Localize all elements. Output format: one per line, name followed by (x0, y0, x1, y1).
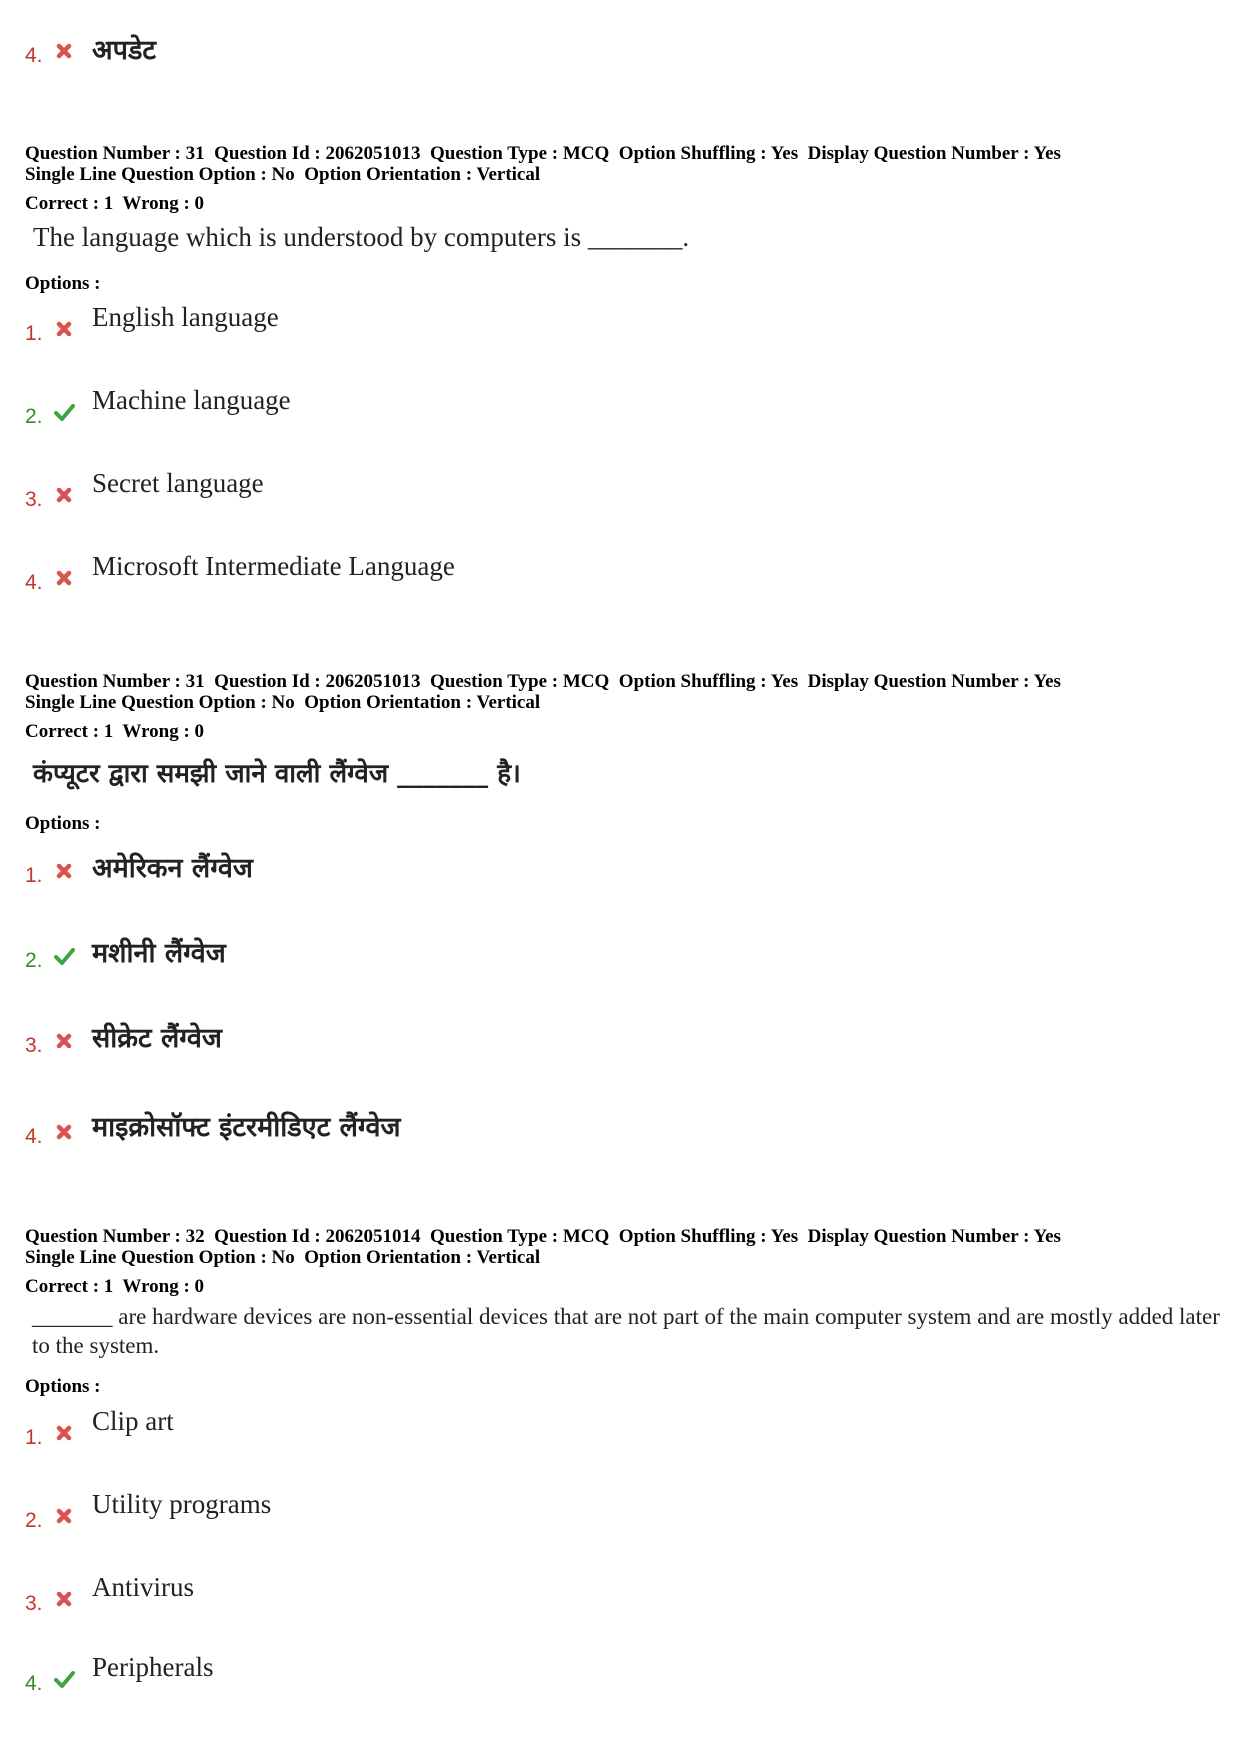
option-text: Clip art (92, 1406, 174, 1436)
option-number: 4. (25, 44, 43, 67)
options-label: Options : (25, 273, 101, 294)
cross-icon (53, 1505, 75, 1527)
cross-icon (53, 1121, 75, 1143)
option-text: Secret language (92, 468, 264, 498)
question-meta-line2: Single Line Question Option : No Option Orientation : Vertical (25, 692, 541, 713)
option-number: 2. (25, 405, 43, 428)
question-marks: Correct : 1 Wrong : 0 (25, 1276, 205, 1297)
option-number: 1. (25, 322, 43, 345)
option-text: Peripherals (92, 1652, 214, 1682)
option-text: Machine language (92, 385, 291, 415)
cross-icon (53, 1588, 75, 1610)
options-label: Options : (25, 813, 101, 834)
question-text: कंप्यूटर द्वारा समझी जाने वाली लैंग्वेज _______ है। (33, 759, 521, 789)
question-marks: Correct : 1 Wrong : 0 (25, 193, 205, 214)
question-meta-line1: Question Number : 32 Question Id : 2062051014 Question Type : MCQ Option Shuffling : Yes Display Question Number : Yes (25, 1226, 1061, 1247)
option-text: अमेरिकन लैंग्वेज (92, 853, 253, 884)
option-text: Antivirus (92, 1572, 195, 1602)
option-number: 3. (25, 1592, 43, 1615)
option-number: 1. (25, 1426, 43, 1449)
option-text: अपडेट (92, 35, 157, 66)
option-text: मशीनी लैंग्वेज (92, 938, 226, 969)
option-text: सीक्रेट लैंग्वेज (92, 1023, 222, 1054)
option-number: 4. (25, 571, 43, 594)
check-icon (53, 1668, 75, 1690)
option-number: 2. (25, 949, 43, 972)
question-meta-line2: Single Line Question Option : No Option Orientation : Vertical (25, 1247, 541, 1268)
options-label: Options : (25, 1376, 101, 1397)
option-number: 4. (25, 1672, 43, 1695)
check-icon (53, 401, 75, 423)
option-text: English language (92, 302, 279, 332)
question-meta-line1: Question Number : 31 Question Id : 2062051013 Question Type : MCQ Option Shuffling : Yes Display Question Number : Yes (25, 671, 1061, 692)
check-icon (53, 945, 75, 967)
cross-icon (53, 318, 75, 340)
option-text: Microsoft Intermediate Language (92, 551, 455, 581)
cross-icon (53, 40, 75, 62)
option-number: 4. (25, 1125, 43, 1148)
option-text: माइक्रोसॉफ्ट इंटरमीडिएट लैंग्वेज (92, 1112, 401, 1143)
question-marks: Correct : 1 Wrong : 0 (25, 721, 205, 742)
cross-icon (53, 1030, 75, 1052)
question-meta-line1: Question Number : 31 Question Id : 2062051013 Question Type : MCQ Option Shuffling : Yes Display Question Number : Yes (25, 143, 1061, 164)
cross-icon (53, 860, 75, 882)
cross-icon (53, 484, 75, 506)
option-text: Utility programs (92, 1489, 272, 1519)
question-meta-line2: Single Line Question Option : No Option Orientation : Vertical (25, 164, 541, 185)
option-number: 1. (25, 864, 43, 887)
option-number: 3. (25, 488, 43, 511)
option-number: 3. (25, 1034, 43, 1057)
cross-icon (53, 1422, 75, 1444)
question-text: _______ are hardware devices are non-essential devices that are not part of the main computer system and are mostly added later to the system. (32, 1304, 1220, 1358)
cross-icon (53, 567, 75, 589)
option-number: 2. (25, 1509, 43, 1532)
question-text: The language which is understood by computers is _______. (33, 222, 690, 252)
